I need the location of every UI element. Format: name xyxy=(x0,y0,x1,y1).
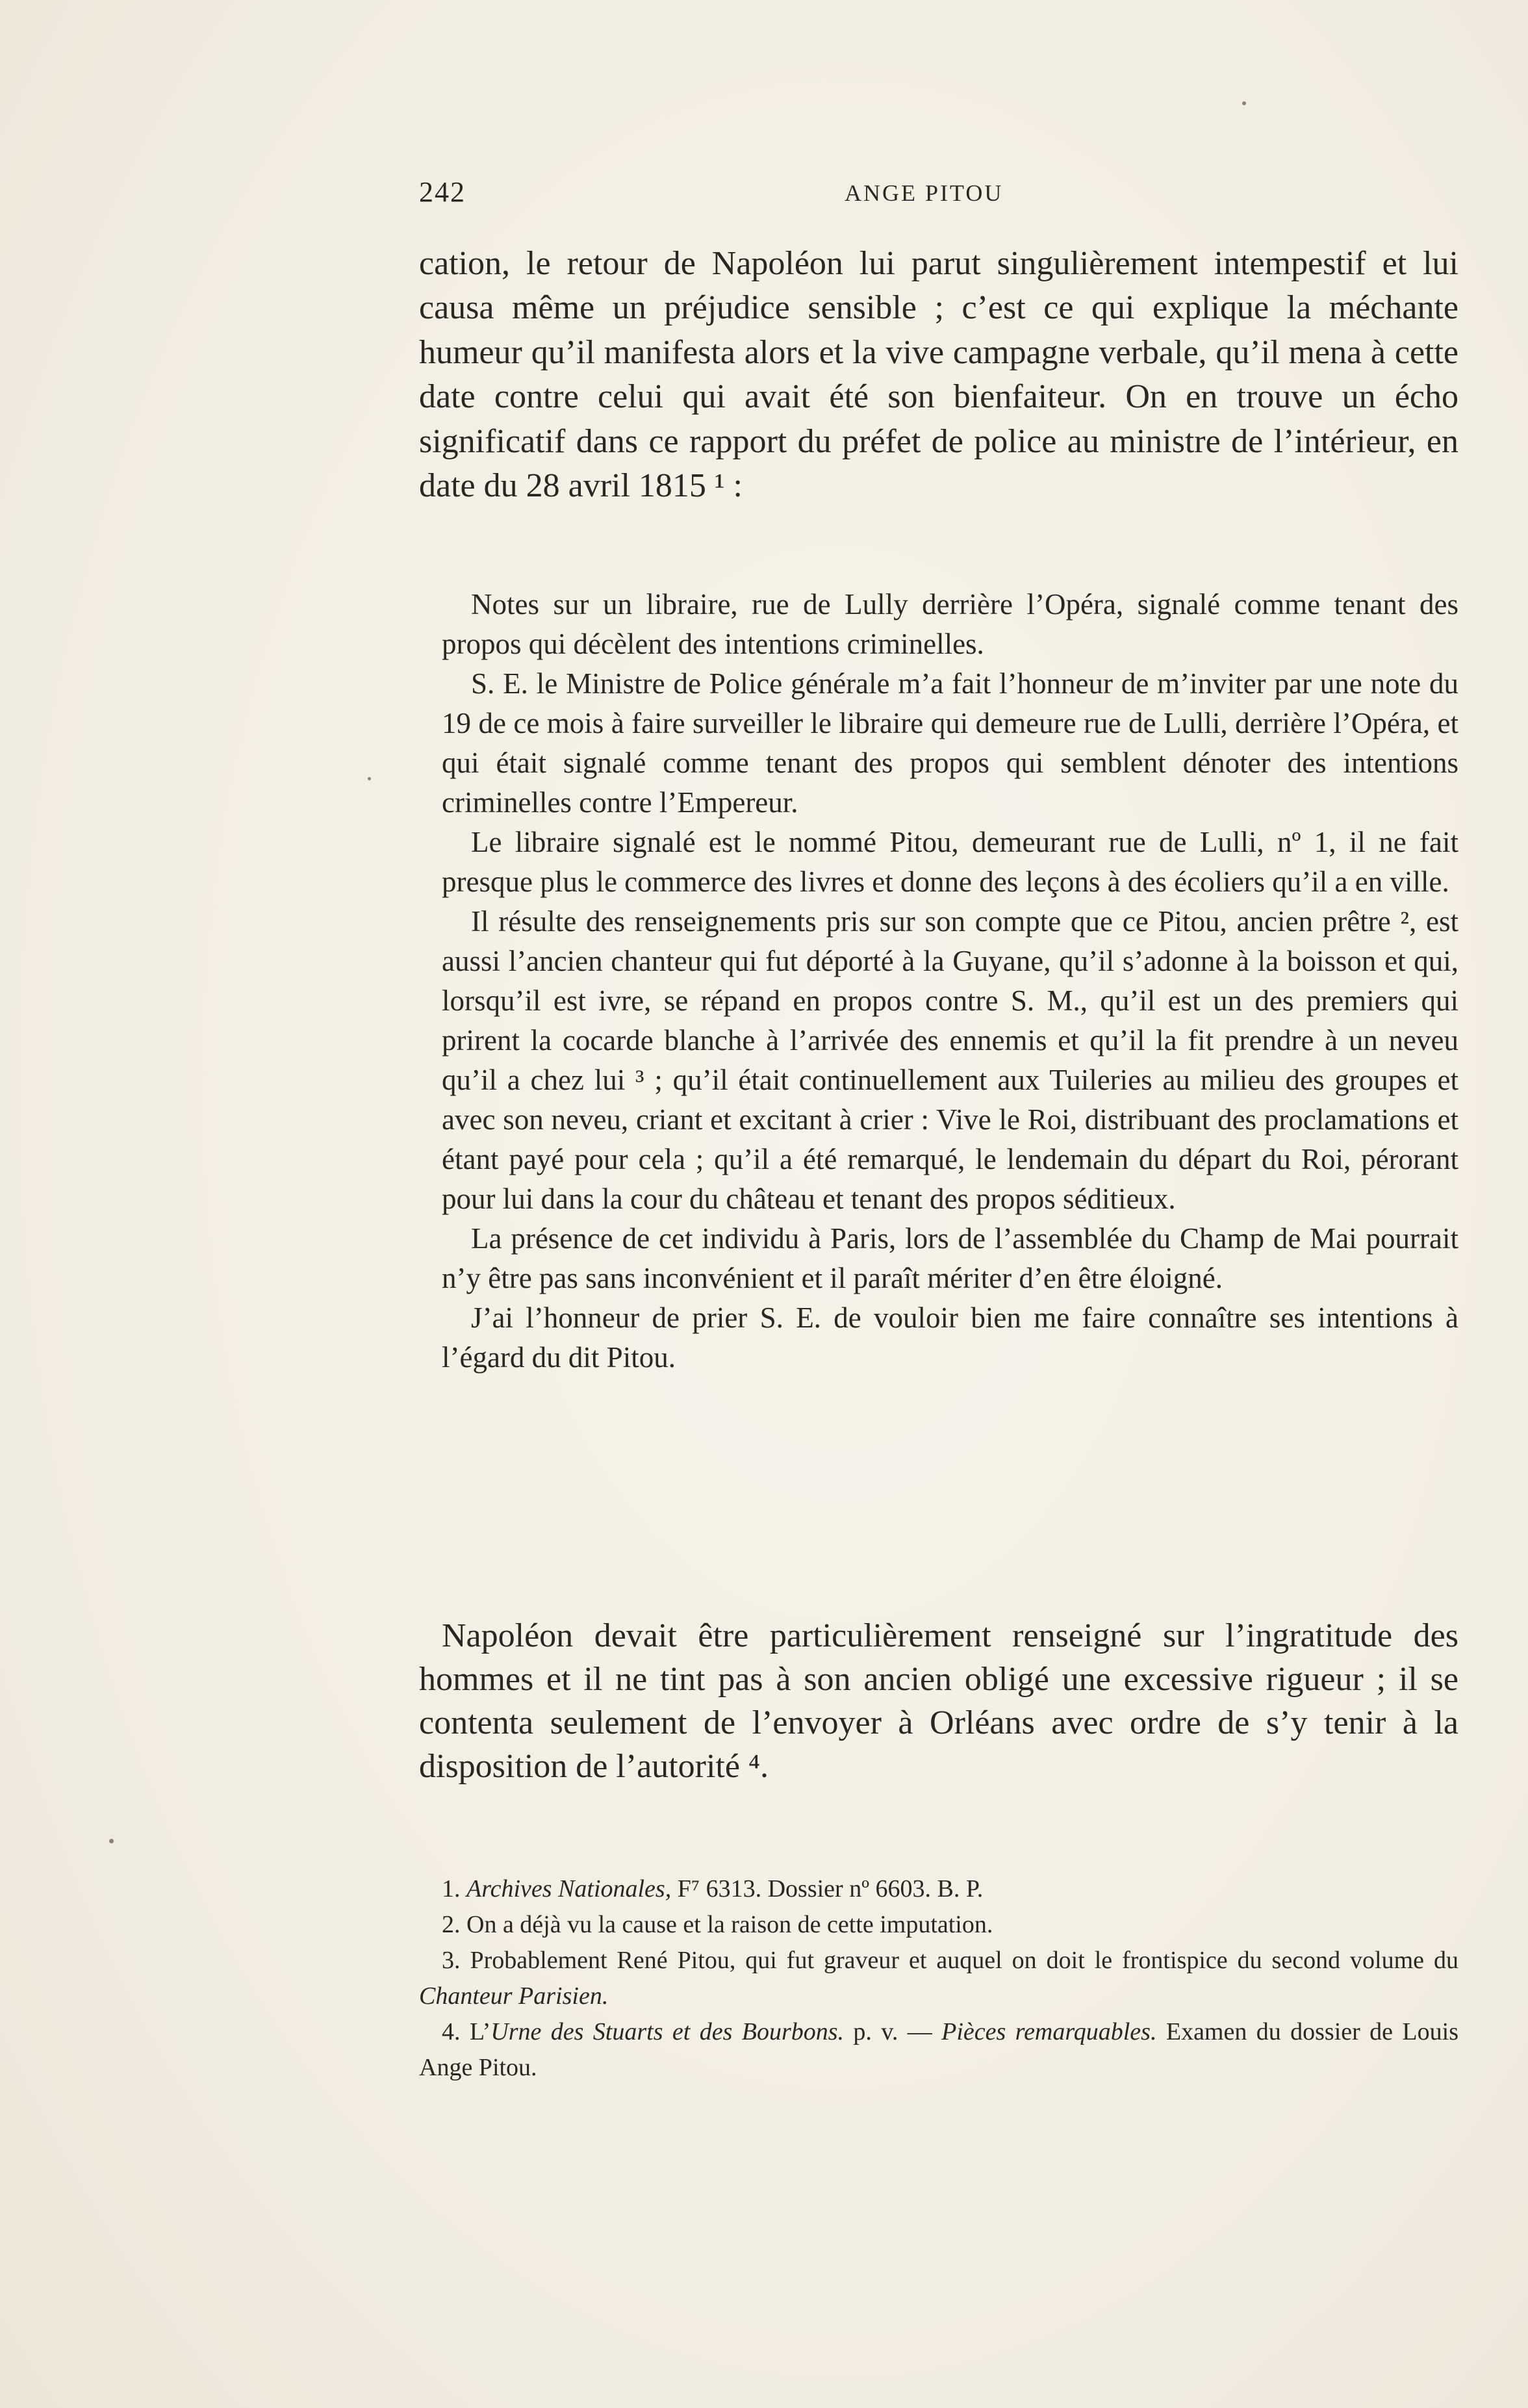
footnote-marker: 3. xyxy=(442,1947,461,1974)
quote-paragraph: S. E. le Ministre de Police générale m’a fait l’honneur de m’inviter par une note du 19 de ce mois à faire surveiller le libraire qui demeure rue de Lulli, derrière l’Opéra, et qui était signalé comme tenant des propos qui semblent dénoter des intentions criminelles contre l’Empereur. xyxy=(442,667,1458,819)
footnote-text: On a déjà vu la cause et la raison de cette imputation. xyxy=(466,1911,993,1938)
quote-paragraph: J’ai l’honneur de prier S. E. de vouloir bien me faire connaître ses intentions à l’égard du dit Pitou. xyxy=(442,1301,1458,1374)
closing-paragraph-text: Napoléon devait être particulièrement renseigné sur l’ingratitude des hommes et il ne tint pas à son ancien obligé une excessive rigueur ; il se contenta seulement de l’envoyer à Orléans avec ordre de s’y tenir à la disposition de l’autorité ⁴. xyxy=(419,1617,1458,1785)
footnote-text: Examen du dossier de Louis Ange Pitou. xyxy=(419,2018,1458,2081)
footnote-4 xyxy=(419,2014,1458,2086)
police-report-quote xyxy=(442,585,1458,1377)
footnote-text: F⁷ 6313. Dossier nº 6603. B. P. xyxy=(671,1875,984,1902)
paper-speck xyxy=(1242,101,1246,105)
main-paragraph xyxy=(419,242,1458,508)
closing-paragraph xyxy=(419,1614,1458,1788)
footnote-text: L’ xyxy=(469,2018,491,2045)
footnote-text: p. v. — xyxy=(844,2018,942,2045)
footnote-marker: 2. xyxy=(442,1911,461,1938)
quote-paragraph: Le libraire signalé est le nommé Pitou, demeurant rue de Lulli, nº 1, il ne fait presque plus le commerce des livres et donne des leçons à des écoliers qu’il a en ville. xyxy=(442,826,1458,898)
quote-paragraph: La présence de cet individu à Paris, lors de l’assemblée du Champ de Mai pourrait n’y être pas sans inconvénient et il paraît mériter d’en être éloigné. xyxy=(442,1222,1458,1294)
footnote-marker: 1. xyxy=(442,1875,461,1902)
footnote-3 xyxy=(419,1943,1458,2014)
paper-speck xyxy=(109,1839,114,1843)
footnote-source-title: Pièces remarquables. xyxy=(941,2018,1157,2045)
footnotes xyxy=(419,1871,1458,2086)
footnote-source-title: Archives Nationales, xyxy=(466,1875,672,1902)
footnote-source-title: Urne des Stuarts et des Bourbons. xyxy=(490,2018,845,2045)
footnote-1 xyxy=(419,1871,1458,1907)
page-number: 242 xyxy=(419,176,466,208)
footnote-2 xyxy=(419,1907,1458,1943)
paper-speck xyxy=(368,777,371,780)
page-header xyxy=(419,175,1458,214)
footnote-text: Probablement René Pitou, qui fut graveur et auquel on doit le frontispice du second volume du xyxy=(470,1947,1458,1974)
main-paragraph-text: cation, le retour de Napoléon lui parut singulièrement intempestif et lui causa même un préjudice sensible ; c’est ce qui explique la méchante humeur qu’il manifesta alors et la vive campagne verbale, qu’il mena à cette date contre celui qui avait été son bienfaiteur. On en trouve un écho significatif dans ce rapport du préfet de police au ministre de l’intérieur, en date du 28 avril 1815 ¹ : xyxy=(419,245,1458,505)
footnote-marker: 4. xyxy=(442,2018,461,2045)
quote-title: Notes sur un libraire, rue de Lully derrière l’Opéra, signalé comme tenant des propos qui décèlent des intentions criminelles. xyxy=(442,588,1458,660)
running-title: ANGE PITOU xyxy=(845,180,1004,206)
footnote-source-title: Chanteur Parisien. xyxy=(419,1982,609,2010)
quote-paragraph: Il résulte des renseignements pris sur son compte que ce Pitou, ancien prêtre ², est aussi l’ancien chanteur qui fut déporté à la Guyane, qu’il s’adonne à la boisson et qui, lorsqu’il est ivre, se répand en propos contre S. M., qu’il est un des premiers qui prirent la cocarde blanche à l’arrivée des ennemis et qu’il la fit prendre à un neveu qu’il a chez lui ³ ; qu’il était continuellement aux Tuileries au milieu des groupes et avec son neveu, criant et excitant à crier : Vive le Roi, distribuant des proclamations et étant payé pour cela ; qu’il a été remarqué, le lendemain du départ du Roi, pérorant pour lui dans la cour du château et tenant des propos séditieux. xyxy=(442,905,1458,1215)
